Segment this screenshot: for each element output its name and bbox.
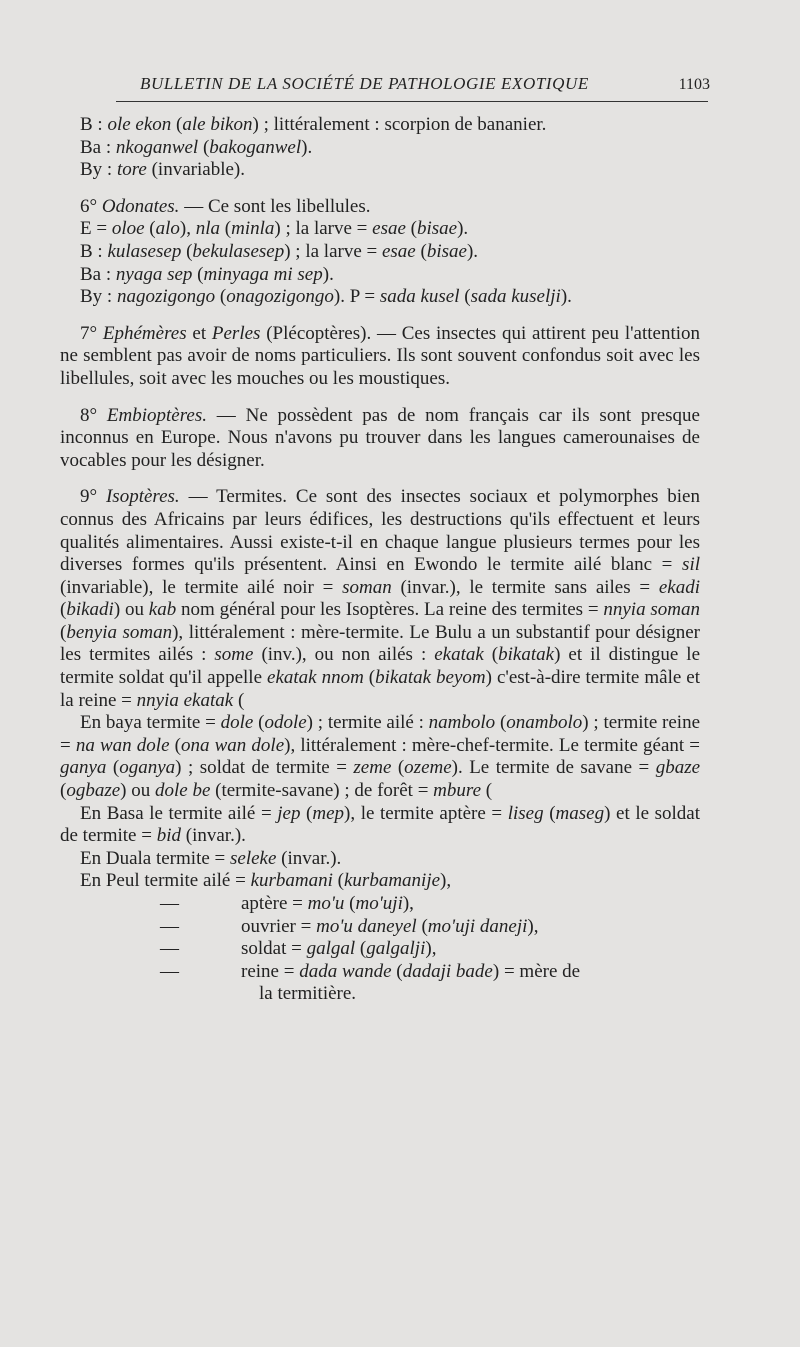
peul-row-reine: — reine = dada wande (dadaji bade) = mère de (60, 961, 700, 984)
peul-last-line: la termitière. (259, 983, 357, 1005)
dash-mark: — (160, 960, 179, 982)
peul-intro-line: En Peul termite ailé = kurbamani (kurbamanije), (80, 870, 452, 892)
scorpion-by-line: By : tore (invariable). (80, 159, 245, 181)
scorpion-b-line: B : ole ekon (ale bikon) ; littéralement : scorpion de bananier. (80, 114, 547, 135)
peul-row-aptere: — aptère = mo'u (mo'uji), (60, 893, 700, 916)
dash-mark: — (160, 893, 179, 914)
ephemeres-paragraph: 7° Ephémères et Perles (Plécoptères). — Ces insectes qui attirent peu l'attention ne semblent pas avoir de noms particuliers. Ils sont souvent confondus soit avec les libellules, soit avec les mouches ou les moustiques. (60, 322, 700, 389)
running-title: BULLETIN DE LA SOCIÉTÉ DE PATHOLOGIE EXOTIQUE (140, 74, 589, 93)
baya-paragraph: En baya termite = dole (odole) ; termite ailé : nambolo (onambolo) ; termite reine = na wan dole (ona wan dole), littéralement : mère-chef-termite. Le termite géant = ganya (oganya) ; soldat de termite = zeme (ozeme). Le termite de savane = gbaze (ogbaze) ou dole be (termite-savane) ; de forêt = mbure ( (60, 712, 701, 802)
duala-line: En Duala termite = seleke (invar.). (80, 847, 342, 869)
odonates-e-line: E = oloe (alo), nla (minla) ; la larve = esae (bisae). (80, 218, 469, 240)
page-header (140, 74, 710, 104)
peul-row-ouvrier: — ouvrier = mo'u daneyel (mo'uji daneji), (60, 916, 700, 939)
isopteres-paragraph: 9° Isoptères. — Termites. Ce sont des insectes sociaux et polymorphes bien connus des Africains par leurs édifices, les destructions qu'ils effectuent et leurs qualités alimentaires. Aussi existe-t-il en chaque langue plusieurs termes pour les diverses formes qu'ils présentent. Ainsi en Ewondo le termite ailé blanc = sil (invariable), le termite ailé noir = soman (invar.), le termite sans ailes = ekadi (bikadi) ou kab nom général pour les Isoptères. La reine des termites = nnyia soman (benyia soman), littéralement : mère-termite. Le Bulu a un substantif pour désigner les termites ailés : some (inv.), ou non ailés : ekatak (bikatak) et il distingue le termite soldat qu'il appelle ekatak nnom (bikatak beyom) c'est-à-dire termite mâle et la reine = nnyia ekatak ( (60, 486, 701, 711)
page-number: 1103 (678, 76, 710, 93)
odonates-heading: 6° Odonates. — Ce sont les libellules. (80, 195, 371, 217)
odonates-by-line: By : nagozigongo (onagozigongo). P = sada kusel (sada kuselji). (80, 286, 572, 308)
peul-row-soldat: — soldat = galgal (galgalji), (60, 938, 700, 961)
odonates-b-line: B : kulasesep (bekulasesep) ; la larve = esae (bisae). (80, 240, 479, 262)
header-rule (116, 101, 708, 102)
dash-mark: — (160, 938, 179, 960)
odonates-ba-line: Ba : nyaga sep (minyaga mi sep). (80, 263, 334, 285)
embiopteres-paragraph: 8° Embioptères. — Ne possèdent pas de nom français car ils sont presque inconnus en Europe. Nous n'avons pu trouver dans les langues camerounaises de vocables pour les désigner. (60, 404, 700, 471)
basa-paragraph: En Basa le termite ailé = jep (mep), le termite aptère = liseg (maseg) et le soldat de termite = bid (invar.). (60, 802, 701, 847)
scorpion-ba-line: Ba : nkoganwel (bakoganwel). (80, 136, 313, 158)
dash-mark: — (160, 915, 179, 937)
body-text (60, 114, 700, 1006)
